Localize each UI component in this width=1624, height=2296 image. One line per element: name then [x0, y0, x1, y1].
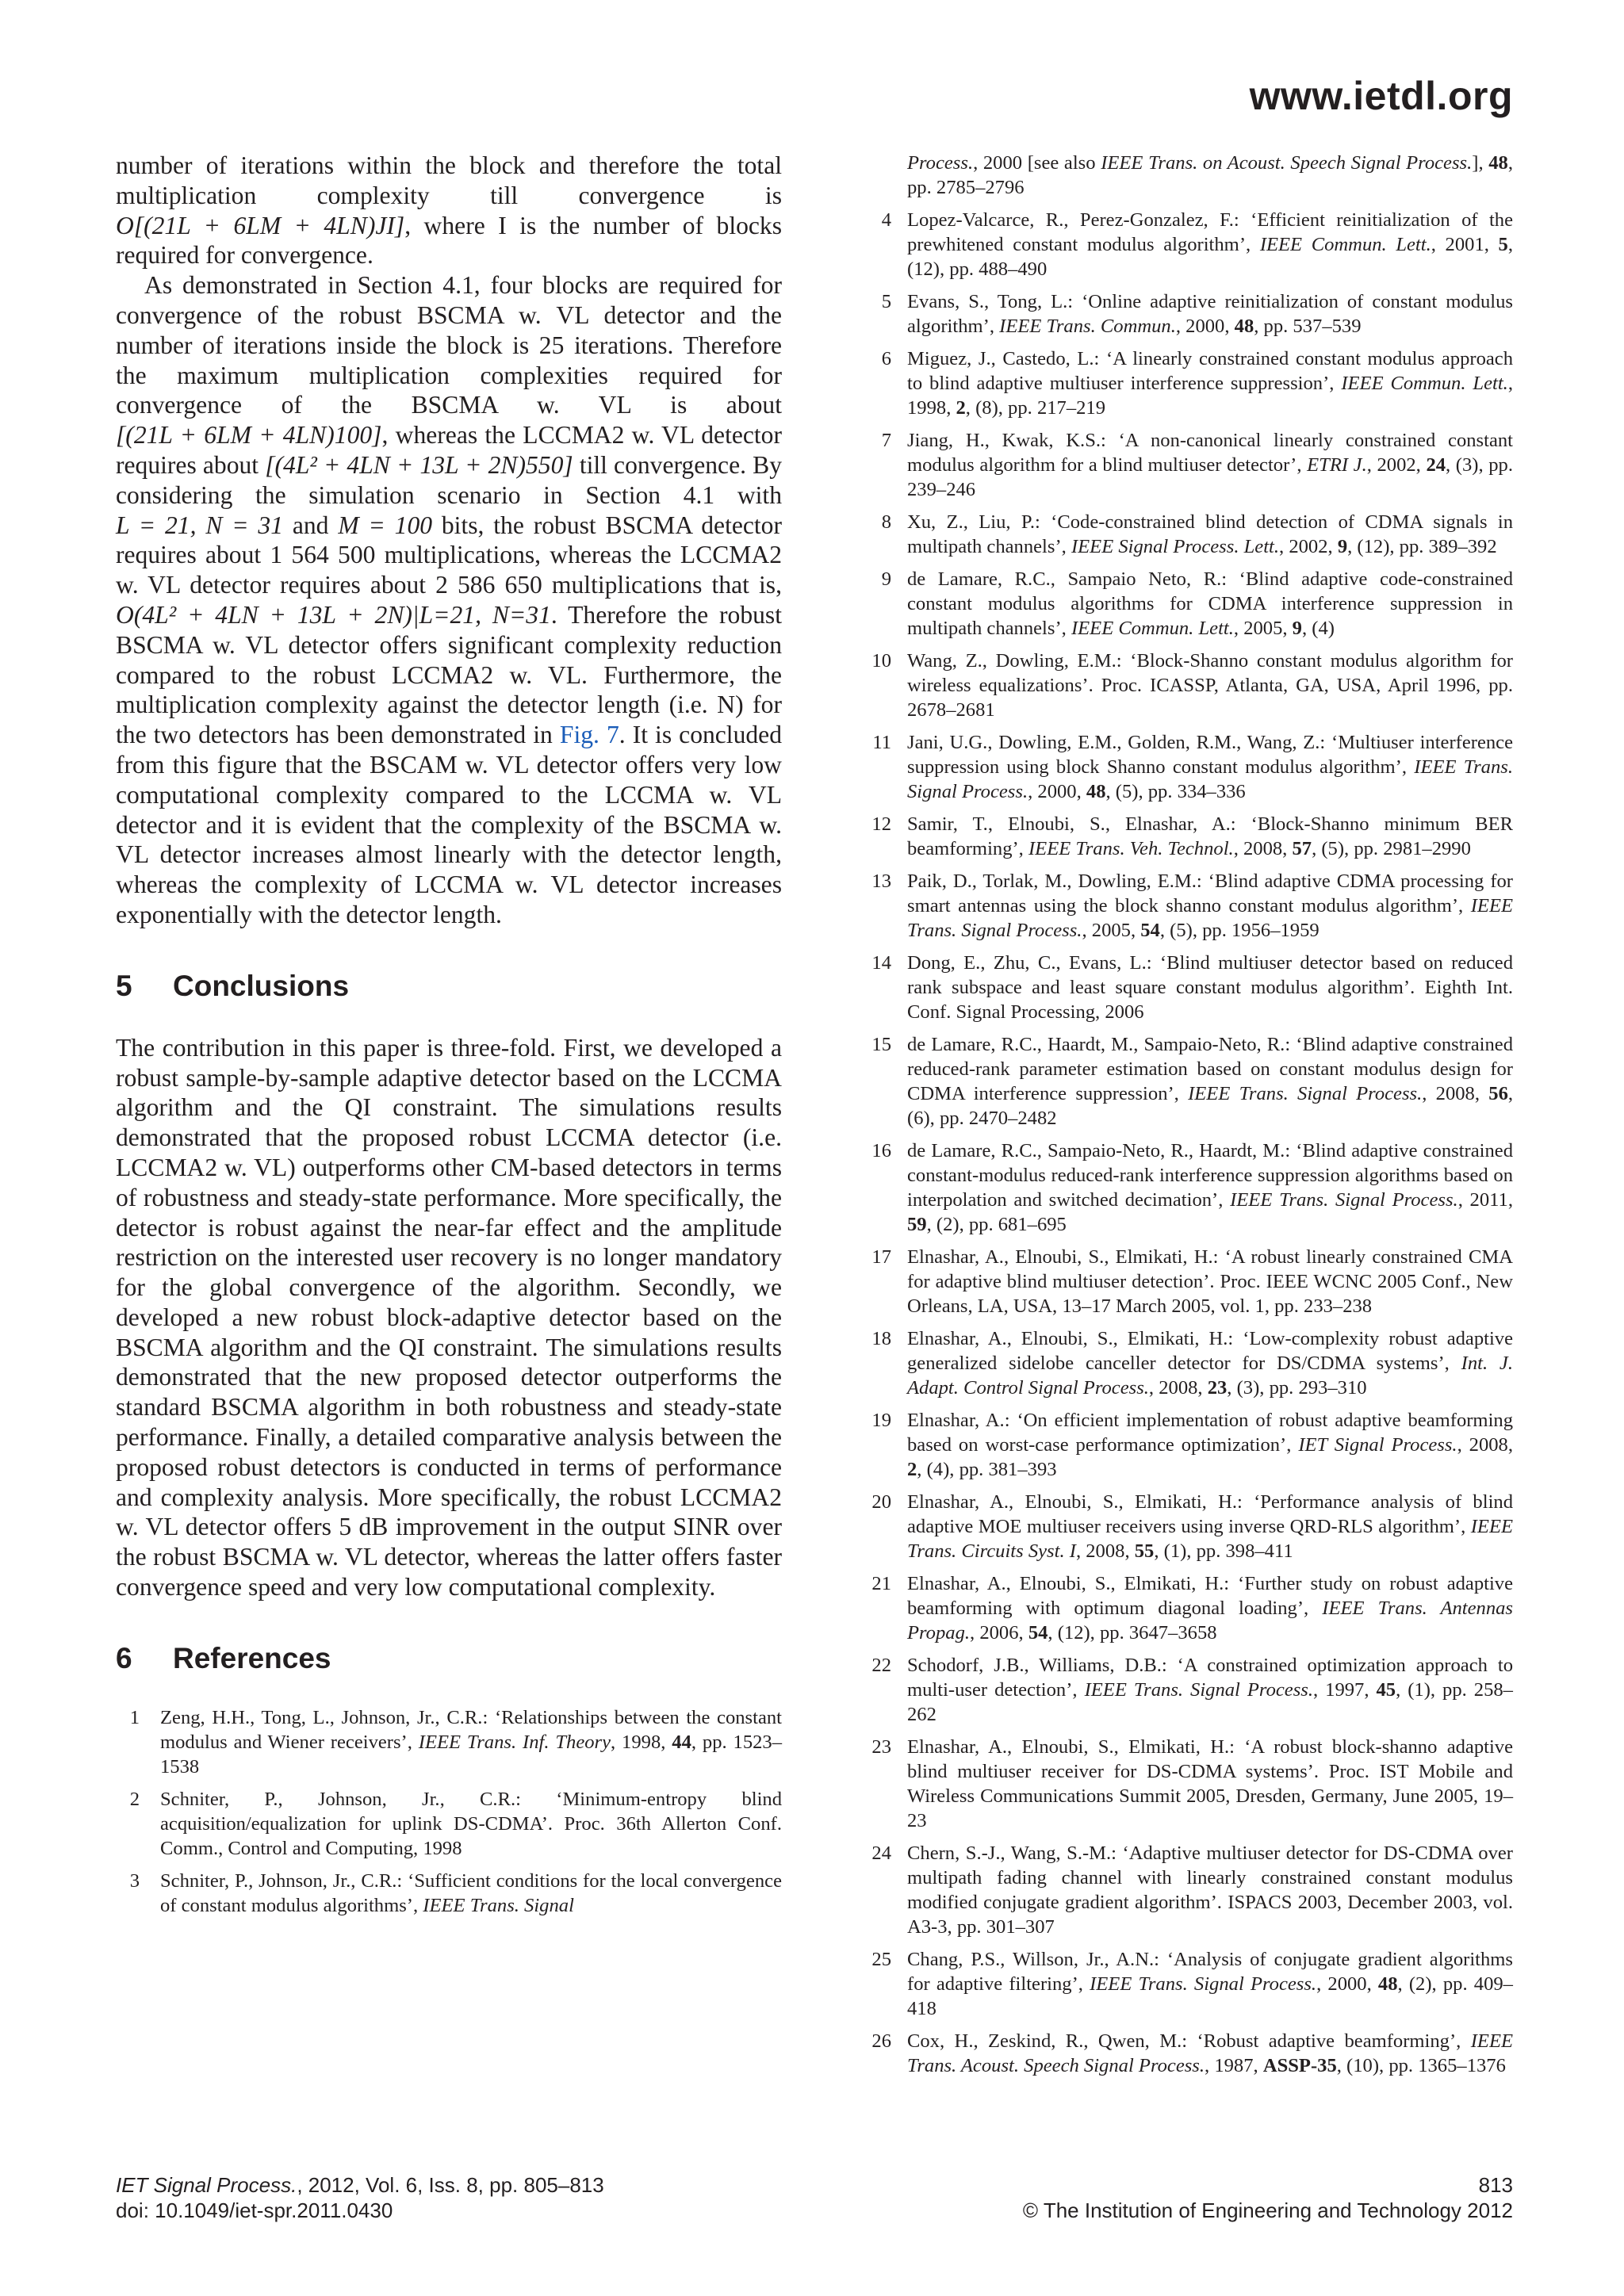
reference-part-b: , 2000, [1028, 781, 1086, 802]
text-run: , whereas the LCCMA2 w. VL detector requires about [116, 421, 782, 479]
reference-item [848, 2029, 1513, 2078]
reference-text [907, 1490, 1513, 1563]
reference-item [116, 1705, 782, 1779]
formula: L = 21, N = 31 [116, 511, 284, 539]
reference-part-c: , pp. 2785–2796 [907, 152, 1513, 198]
reference-part-c: , (6), pp. 2470–2482 [907, 1083, 1514, 1129]
reference-text [907, 951, 1513, 1024]
reference-part-j: IEEE Trans. Inf. Theory [418, 1731, 611, 1753]
reference-number: 14 [871, 952, 891, 974]
reference-part-j: IEEE Trans. Acoust. Speech Signal Process. [907, 2030, 1513, 2076]
reference-number: 2 [129, 1788, 140, 1810]
reference-part-c: , (12), pp. 389–392 [1347, 536, 1497, 557]
reference-part-v: 2 [907, 1459, 917, 1480]
reference-item [848, 151, 1513, 200]
reference-number: 20 [871, 1491, 891, 1513]
formula: [(21L + 6LM + 4LN)100] [116, 421, 382, 450]
reference-part-c: , pp. 1523–1538 [160, 1731, 783, 1777]
text-run: and [283, 511, 339, 539]
reference-part-b: , 2008, [1075, 1540, 1135, 1562]
reference-text [907, 869, 1513, 943]
text-run: till convergence. By considering the simulation scenario in Section 4.1 with [116, 450, 782, 509]
reference-part-b: , 2005, [1082, 920, 1141, 941]
reference-part-b: , 2008, [1457, 1434, 1513, 1456]
reference-part-b: , 2002, [1279, 536, 1338, 557]
reference-part-b: , 1997, [1313, 1679, 1377, 1701]
reference-part-b: , 1998, [907, 373, 1513, 419]
reference-number: 10 [871, 650, 891, 672]
reference-part-a: Elnashar, A., Elnoubi, S., Elmikati, H.: ‘Low-complexity robust adaptive generalized sidelobe canceller detector for DS/CDMA systems’, [907, 1328, 1513, 1374]
reference-text [907, 1138, 1513, 1237]
reference-part-c: , pp. 537–539 [1254, 316, 1362, 337]
reference-item [848, 951, 1513, 1024]
text-run: , where I is the number of blocks required for convergence. [116, 211, 783, 270]
reference-part-v: 44 [672, 1731, 691, 1753]
reference-part-b: , 1987, [1205, 2055, 1263, 2076]
reference-part-b: , 2000 [see also [973, 152, 1101, 174]
reference-part-v: 59 [907, 1214, 927, 1235]
reference-text [907, 1947, 1513, 2021]
reference-part-a: Chern, S.-J., Wang, S.-M.: ‘Adaptive multiuser detector for DS-CDMA over multipath fading channel with linearly constrained constant modulus modified conjugate gradient algorithm’. ISPACS 2003, December 2003, vol. A3-3, pp. 301–307 [907, 1843, 1513, 1938]
reference-text [907, 1326, 1513, 1400]
reference-number: 8 [881, 511, 891, 533]
reference-item [848, 1653, 1513, 1727]
reference-part-c: , (5), pp. 334–336 [1105, 781, 1246, 802]
reference-item [848, 346, 1513, 420]
reference-item [848, 730, 1513, 804]
reference-part-j: IEEE Trans. Veh. Technol. [1028, 838, 1234, 859]
reference-item [848, 812, 1513, 861]
reference-number: 7 [881, 430, 891, 451]
reference-number: 18 [871, 1328, 891, 1349]
reference-part-v: ASSP-35 [1262, 2055, 1337, 2076]
reference-part-j: IEEE Trans. Signal Process. [907, 756, 1513, 802]
reference-part-b: , 2005, [1233, 618, 1293, 639]
reference-text [907, 428, 1513, 502]
reference-number: 26 [871, 2030, 891, 2052]
reference-part-a: Jiang, H., Kwak, K.S.: ‘A non-canonical linearly constrained constant modulus algorithm for a blind multiuser detector’, [907, 430, 1513, 476]
reference-item [848, 869, 1513, 943]
reference-part-j2: IEEE Trans. on Acoust. Speech Signal Process. [1101, 152, 1473, 174]
paragraph-complexity-analysis [116, 270, 782, 930]
reference-part-b: , 2000, [1316, 1973, 1378, 1995]
reference-part-v: 24 [1426, 454, 1446, 476]
section-heading-references [116, 1642, 782, 1675]
reference-part-a: Schniter, P., Johnson, Jr., C.R.: ‘Sufficient conditions for the local convergence of constant modulus algorithms’, [160, 1869, 782, 1916]
reference-part-a: Elnashar, A., Elnoubi, S., Elmikati, H.: ‘Further study on robust adaptive beamforming with optimum diagonal loading’, [907, 1573, 1513, 1619]
reference-part-c: , (1), pp. 398–411 [1154, 1540, 1293, 1562]
reference-part-b: , 2008, [1422, 1083, 1489, 1104]
reference-item [116, 1787, 782, 1861]
reference-part-j: ETRI J. [1307, 454, 1367, 476]
reference-number: 21 [871, 1573, 891, 1594]
reference-part-j: IEEE Commun. Lett. [1341, 373, 1508, 394]
reference-number: 19 [871, 1410, 891, 1431]
reference-item [848, 289, 1513, 339]
reference-list-right [848, 151, 1513, 2078]
formula: M = 100 [338, 511, 433, 539]
reference-part-a: Xu, Z., Liu, P.: ‘Code-constrained blind detection of CDMA signals in multipath channels’, [907, 511, 1513, 557]
formula: O[(21L + 6LM + 4LN)JI] [116, 211, 405, 239]
reference-part-a: Elnashar, A., Elnoubi, S., Elmikati, H.: ‘A robust block-shanno adaptive blind multiuser receiver for DS-CDMA systems’. Proc. IST Mobile and Wireless Communications Summit 2005, Dresden, Germany, June 2005, 19–23 [907, 1736, 1513, 1831]
reference-number: 15 [871, 1034, 891, 1055]
reference-part-v: 9 [1292, 618, 1302, 639]
text-run: As demonstrated in Section 4.1, four blocks are required for convergence of the robust BSCMA w. VL detector and the number of iterations inside the block is 25 iterations. Therefore the maximum multiplication complexities required for convergence of the BSCMA w. VL is about [116, 271, 782, 419]
reference-part-b: , 2000, [1175, 316, 1235, 337]
reference-part-a: Cox, H., Zeskind, R., Qwen, M.: ‘Robust adaptive beamforming’, [907, 2030, 1471, 2052]
reference-part-v: 56 [1488, 1083, 1508, 1104]
section-number: 6 [116, 1641, 132, 1674]
left-column [116, 151, 782, 1926]
reference-part-b: , 2008, [1148, 1377, 1208, 1399]
reference-part-v: 45 [1376, 1679, 1396, 1701]
reference-part-j: IEEE Trans. Antennas Propag. [907, 1598, 1513, 1644]
reference-part-v: 54 [1028, 1622, 1048, 1644]
reference-part-a: Paik, D., Torlak, M., Dowling, E.M.: ‘Blind adaptive CDMA processing for smart antennas using the block shanno constant modulus algorithm’, [907, 871, 1513, 916]
reference-part-j: Process. [907, 152, 974, 174]
reference-item [848, 1947, 1513, 2021]
reference-part-a: Lopez-Valcarce, R., Perez-Gonzalez, F.: ‘Efficient reinitialization of the prewhitened constant modulus algorithm’, [907, 209, 1513, 255]
reference-part-v: 55 [1134, 1540, 1155, 1562]
reference-part-j: IEEE Commun. Lett. [1071, 618, 1234, 639]
reference-part-v: 48 [1488, 152, 1508, 174]
reference-number: 6 [881, 348, 891, 369]
footer-publisher [872, 2172, 1513, 2223]
reference-text [907, 151, 1513, 200]
reference-part-v: 54 [1140, 920, 1160, 941]
section-heading-conclusions [116, 970, 782, 1003]
reference-text [907, 2029, 1513, 2078]
reference-text [907, 1571, 1513, 1645]
reference-part-v: 48 [1086, 781, 1106, 802]
reference-part-b: , 2002, [1366, 454, 1427, 476]
reference-item [848, 1841, 1513, 1939]
footer-citation [116, 2172, 829, 2223]
reference-item [848, 1408, 1513, 1482]
reference-item [848, 1571, 1513, 1645]
reference-text [907, 1735, 1513, 1833]
reference-part-a: Samir, T., Elnoubi, S., Elnashar, A.: ‘Block-Shanno minimum BER beamforming’, [907, 813, 1513, 859]
reference-part-c: , (2), pp. 681–695 [926, 1214, 1067, 1235]
reference-text [907, 346, 1513, 420]
reference-item [848, 208, 1513, 281]
reference-text [907, 208, 1513, 281]
reference-part-v: 9 [1337, 536, 1348, 557]
section-title: Conclusions [173, 969, 350, 1002]
reference-number: 9 [881, 568, 891, 590]
reference-number: 17 [871, 1246, 891, 1268]
reference-part-a: Schodorf, J.B., Williams, D.B.: ‘A constrained optimization approach to multi-user detection’, [907, 1655, 1513, 1701]
reference-part-a: Jani, U.G., Dowling, E.M., Golden, R.M., Wang, Z.: ‘Multiuser interference suppression using block Shanno constant modulus algorithm’, [907, 732, 1513, 778]
reference-part-j: IEEE Trans. Commun. [999, 316, 1176, 337]
reference-part-b2: ], [1472, 152, 1489, 174]
reference-text [907, 730, 1513, 804]
text-run: bits, the robust BSCMA detector requires about 1 564 500 multiplications, whereas the LCCMA2 w. VL detector requires about 2 586 650 multiplications that is, [116, 511, 783, 599]
text-run: . Therefore the robust BSCMA w. VL detector offers significant complexity reduction compared to the robust LCCMA2 w. VL. Furthermore, the multiplication complexity against the detector length (i.e. N) for the two detectors has been demonstrated in [116, 600, 782, 749]
reference-part-b: , 2011, [1457, 1189, 1513, 1211]
reference-part-j: IEEE Trans. Signal Process. [1084, 1679, 1313, 1701]
reference-number: 13 [871, 871, 891, 892]
reference-part-a: Elnashar, A., Elnoubi, S., Elmikati, H.: ‘A robust linearly constrained CMA for adaptive blind multiuser detection’. Proc. IEEE WCNC 2005 Conf., New Orleans, LA, USA, 13–17 March 2005, vol. 1, pp. 233–238 [907, 1246, 1513, 1317]
reference-item [848, 1245, 1513, 1318]
footer-volume: , 2012, Vol. 6, Iss. 8, pp. 805–813 [297, 2173, 604, 2197]
reference-item [848, 1326, 1513, 1400]
page-number: 813 [1478, 2173, 1513, 2197]
reference-part-j: IEEE Trans. Signal Process. [1188, 1083, 1423, 1104]
figure-link[interactable]: Fig. 7 [559, 721, 619, 749]
reference-part-j: IEEE Trans. Signal Process. [907, 895, 1513, 941]
reference-part-v: 23 [1207, 1377, 1228, 1399]
reference-part-v: 48 [1234, 316, 1254, 337]
reference-part-b: , 2008, [1233, 838, 1293, 859]
reference-item [848, 510, 1513, 559]
reference-number: 12 [871, 813, 891, 835]
reference-part-v: 5 [1498, 234, 1508, 255]
reference-part-c: , (5), pp. 1956–1959 [1159, 920, 1320, 941]
reference-text [160, 1787, 782, 1861]
reference-part-c: , (3), pp. 239–246 [907, 454, 1513, 500]
reference-part-c: , (8), pp. 217–219 [965, 397, 1106, 419]
reference-number: 23 [871, 1736, 891, 1758]
reference-part-a: Schniter, P., Johnson, Jr., C.R.: ‘Minimum-entropy blind acquisition/equalization for uplink DS-CDMA’. Proc. 36th Allerton Conf. Comm., Control and Computing, 1998 [160, 1788, 782, 1859]
reference-part-c: , (1), pp. 258–262 [907, 1679, 1513, 1725]
reference-part-c: , (5), pp. 2981–2990 [1312, 838, 1471, 859]
reference-part-a: de Lamare, R.C., Haardt, M., Sampaio-Neto, R.: ‘Blind adaptive constrained reduced-rank parameter estimation based on constant modulus design for CDMA interference suppression’, [907, 1034, 1513, 1104]
reference-part-c: , (4), pp. 381–393 [917, 1459, 1057, 1480]
reference-part-a: de Lamare, R.C., Sampaio-Neto, R., Haardt, M.: ‘Blind adaptive constrained constant-modulus reduced-rank interference suppression algorithms based on interpolation and switched decimation’, [907, 1140, 1513, 1211]
reference-part-a: Wang, Z., Dowling, E.M.: ‘Block-Shanno constant modulus algorithm for wireless equalizations’. Proc. ICASSP, Atlanta, GA, USA, April 1996, pp. 2678–2681 [907, 650, 1513, 721]
reference-item [848, 1138, 1513, 1237]
reference-part-c: , (10), pp. 1365–1376 [1336, 2055, 1506, 2076]
footer-doi[interactable]: doi: 10.1049/iet-spr.2011.0430 [116, 2198, 393, 2222]
reference-number: 22 [871, 1655, 891, 1676]
reference-text [907, 567, 1513, 641]
reference-item [848, 428, 1513, 502]
reference-number: 1 [129, 1706, 140, 1728]
reference-part-c: , (3), pp. 293–310 [1227, 1377, 1367, 1399]
reference-number: 4 [881, 209, 891, 231]
formula: [(4L² + 4LN + 13L + 2N)550] [265, 450, 573, 479]
reference-part-c: , (2), pp. 409–418 [907, 1973, 1513, 2019]
reference-number: 24 [871, 1843, 891, 1864]
reference-part-v: 2 [956, 397, 966, 419]
reference-text [907, 1653, 1513, 1727]
reference-part-c: , (12), pp. 488–490 [907, 234, 1513, 280]
reference-part-j: IEEE Commun. Lett. [1259, 234, 1431, 255]
reference-number: 3 [129, 1869, 140, 1892]
reference-part-j: IEEE Signal Process. Lett. [1071, 536, 1280, 557]
reference-part-a: Elnashar, A.: ‘On efficient implementation of robust adaptive beamforming based on worst-case performance optimization’, [907, 1410, 1513, 1456]
reference-number: 5 [881, 291, 891, 312]
reference-item [848, 567, 1513, 641]
reference-text [160, 1705, 782, 1779]
reference-part-j: IEEE Trans. Signal [423, 1894, 574, 1916]
reference-part-a: Miguez, J., Castedo, L.: ‘A linearly constrained constant modulus approach to blind adaptive multiuser interference suppression’, [907, 348, 1513, 394]
reference-text [160, 1869, 782, 1918]
reference-list-left [116, 1705, 782, 1918]
reference-part-c: , (12), pp. 3647–3658 [1048, 1622, 1217, 1644]
formula: O(4L² + 4LN + 13L + 2N)|L=21, N=31 [116, 600, 551, 629]
reference-part-a: de Lamare, R.C., Sampaio Neto, R.: ‘Blind adaptive code-constrained constant modulus algorithms for CDMA interference suppression in multipath channels’, [907, 568, 1513, 639]
reference-part-v: 48 [1377, 1973, 1398, 1995]
reference-part-a: Zeng, H.H., Tong, L., Johnson, Jr., C.R.: ‘Relationships between the constant modulus and Wiener receivers’, [160, 1706, 782, 1753]
section-title: References [173, 1641, 331, 1674]
reference-text [907, 289, 1513, 339]
text-run: . It is concluded from this figure that the BSCAM w. VL detector offers very low computational complexity compared to the LCCMA w. VL detector and it is evident that the complexity of the BSCMA w. VL detector increases almost linearly with the detector length, whereas the complexity of LCCMA w. VL detector increases exponentially with the detector length. [116, 721, 783, 928]
reference-number: 11 [872, 732, 891, 753]
reference-part-a: Dong, E., Zhu, C., Evans, L.: ‘Blind multiuser detector based on reduced rank subspace and least square constant modulus algorithm’. Eighth Int. Conf. Signal Processing, 2006 [907, 952, 1513, 1023]
reference-text [907, 1408, 1513, 1482]
copyright: © The Institution of Engineering and Technology 2012 [1022, 2198, 1513, 2222]
reference-item [848, 1490, 1513, 1563]
reference-part-j: IET Signal Process. [1298, 1434, 1457, 1456]
paragraph-complexity-intro [116, 151, 782, 270]
right-column [848, 151, 1513, 2086]
reference-text [907, 812, 1513, 861]
reference-part-j: Int. J. Adapt. Control Signal Process. [907, 1353, 1513, 1399]
reference-number: 16 [871, 1140, 891, 1161]
reference-item [116, 1869, 782, 1918]
footer-journal: IET Signal Process. [116, 2173, 297, 2197]
reference-text [907, 510, 1513, 559]
reference-item [848, 1735, 1513, 1833]
reference-text [907, 649, 1513, 722]
reference-part-v: 57 [1292, 838, 1312, 859]
reference-item [848, 649, 1513, 722]
reference-part-b: , 2001, [1431, 234, 1499, 255]
reference-text [907, 1245, 1513, 1318]
reference-part-j: IEEE Trans. Circuits Syst. I [907, 1516, 1513, 1562]
reference-part-a: Chang, P.S., Willson, Jr., A.N.: ‘Analysis of conjugate gradient algorithms for adaptive filtering’, [907, 1949, 1513, 1995]
site-url[interactable]: www.ietdl.org [1249, 74, 1513, 118]
reference-part-a: Elnashar, A., Elnoubi, S., Elmikati, H.: ‘Performance analysis of blind adaptive MOE multiuser receivers using inverse QRD-RLS algorithm’, [907, 1491, 1513, 1537]
reference-number [848, 151, 907, 200]
reference-number: 25 [871, 1949, 891, 1970]
reference-text [907, 1032, 1513, 1131]
reference-part-a: Evans, S., Tong, L.: ‘Online adaptive reinitialization of constant modulus algorithm’, [907, 291, 1513, 337]
reference-item [848, 1032, 1513, 1131]
reference-part-j: IEEE Trans. Signal Process. [1090, 1973, 1317, 1995]
footer-journal-line [116, 2172, 829, 2198]
paragraph-conclusions: The contribution in this paper is three-fold. First, we developed a robust sample-by-sample adaptive detector based on the LCCMA algorithm and the QI constraint. The simulations results demonstrated that the proposed robust LCCMA detector (i.e. LCCMA2 w. VL) outperforms other CM-based detectors in terms of robustness and steady-state performance. More specifically, the detector is robust against the near-far effect and the amplitude restriction on the interested user recovery is no longer mandatory for the global convergence of the algorithm. Secondly, we developed a new robust block-adaptive detector based on the BSCMA algorithm and the QI constraint. The simulations results demonstrated that the new proposed detector outperforms the standard BSCMA algorithm in both robustness and steady-state performance. Finally, a detailed comparative analysis between the proposed robust detectors is conducted in terms of performance and complexity analysis. More specifically, the robust LCCMA2 w. VL detector offers 5 dB improvement in the output SINR over the robust BSCMA w. VL detector, whereas the latter offers faster convergence speed and very low computational complexity. [116, 1033, 782, 1601]
reference-part-c: , (4) [1301, 618, 1335, 639]
reference-part-b: , 2006, [970, 1622, 1028, 1644]
text-run: number of iterations within the block and therefore the total multiplication complexity till convergence is [116, 151, 782, 209]
reference-text [907, 1841, 1513, 1939]
section-number: 5 [116, 969, 132, 1002]
reference-part-j: IEEE Trans. Signal Process. [1230, 1189, 1458, 1211]
reference-part-b: , 1998, [611, 1731, 672, 1753]
